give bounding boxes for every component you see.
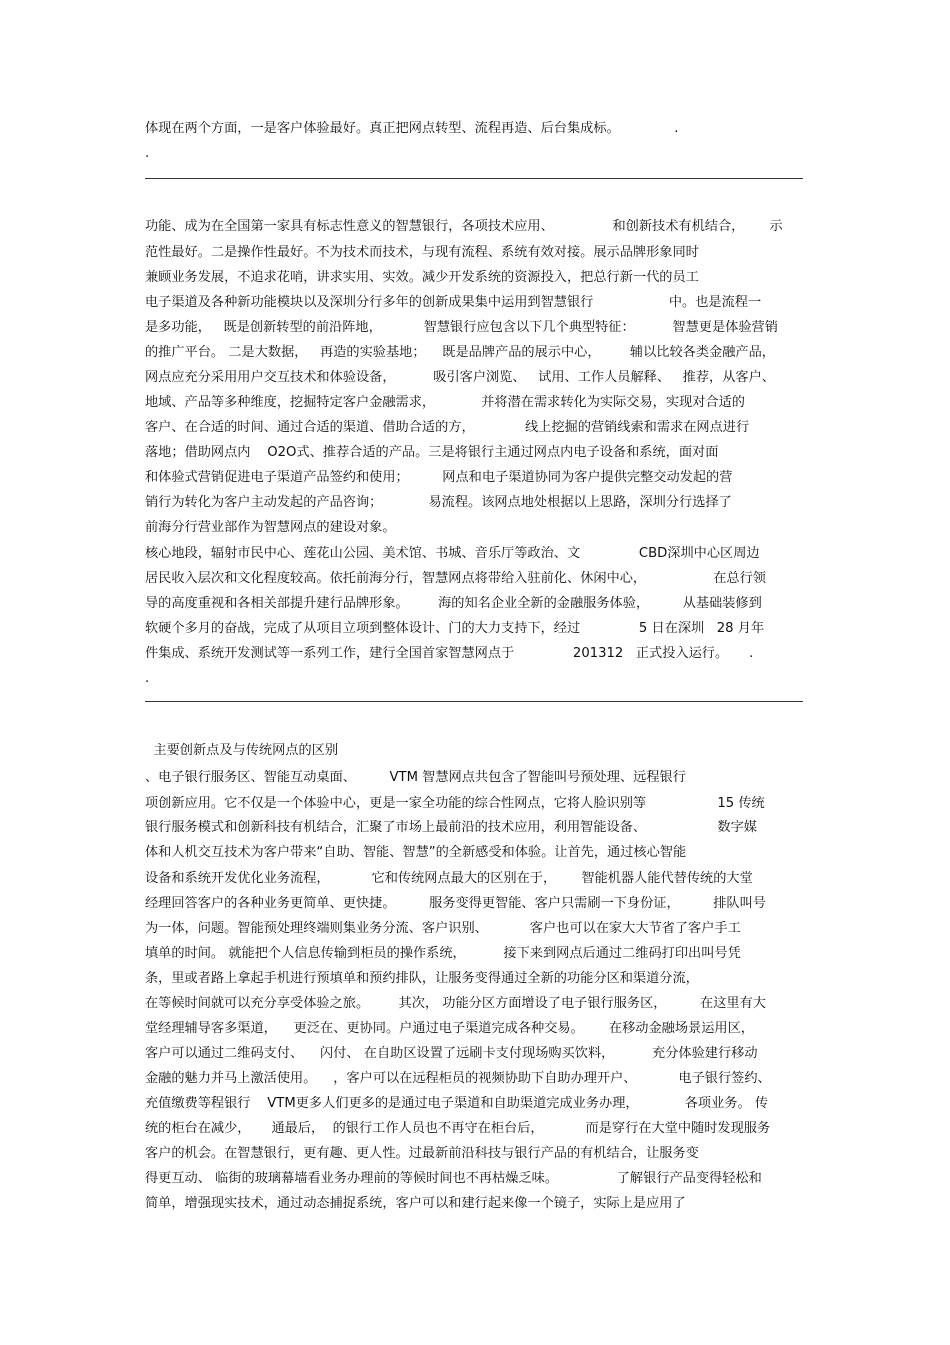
text-line: 是多功能， 既是创新转型的前沿阵地， 智慧银行应包含以下几个典型特征： 智慧更是体验营销 — [145, 320, 778, 335]
section-heading: 主要创新点及与传统网点的区别 — [145, 743, 339, 758]
text-line: . — [145, 146, 150, 161]
text-line: 销行为转化为客户主动发起的产品咨询； 易流程。该网点地处根据以上思路，深圳分行选择了 — [145, 495, 732, 510]
text-line: 条，里或者路上拿起手机进行预填单和预约排队，让服务变得通过全新的功能分区和渠道分流， — [145, 971, 699, 986]
text-line: 充值缴费等程银行 VTM更多人们更多的是通过电子渠道和自助渠道完成业务办理， 各项业务。 传 — [145, 1096, 769, 1111]
text-line: 前海分行营业部作为智慧网点的建设对象。 — [145, 520, 396, 535]
text-line: . — [145, 671, 150, 686]
text-line: 堂经理辅导客多渠道， 更泛在、更协同。户通过电子渠道完成各种交易。 在移动金融场景运用区， — [145, 1021, 754, 1036]
text-line: 导的高度重视和各相关部提升建行品牌形象。 海的知名企业全新的金融服务体验， 从基础装修到 — [145, 596, 762, 611]
text-line: 简单，增强现实技术，通过动态捕捉系统，客户可以和建行起来像一个镜子，实际上是应用了 — [145, 1196, 686, 1211]
text-line: 电子渠道及各种新功能模块以及深圳分行多年的创新成果集中运用到智慧银行 中。也是流程一 — [145, 295, 762, 310]
text-line: 统的柜台在减少， 通最后， 的银行工作人员也不再守在柜台后， 而是穿行在大堂中随时发现服务 — [145, 1121, 771, 1136]
text-line: 在等候时间就可以充分享受体验之旅。 其次， 功能分区方面增设了电子银行服务区， 在这里有大 — [145, 996, 766, 1011]
text-line: 经理回答客户的各种业务更简单、更快捷。 服务变得更智能、客户只需刷一下身份证， 排队叫号 — [145, 896, 766, 911]
text-line: 客户、在合适的时间、通过合适的渠道、借助合适的方， 线上挖掘的营销线索和需求在网点进行 — [145, 420, 750, 435]
text-line: 、电子银行服务区、智能互动桌面、 VTM 智慧网点共包含了智能叫号预处理、远程银行 — [145, 770, 686, 785]
text-line: 为一体，问题。智能预处理终端则集业务分流、客户识别、 客户也可以在家大大节省了客户手工 — [145, 921, 741, 936]
text-line: 落地；借助网点内 O2O式、推荐合适的产品。三是将银行主通过网点内电子设备和系统，面对面 — [145, 445, 719, 460]
text-line: 兼顾业务发展，不追求花哨，讲求实用、实效。减少开发系统的资源投入，把总行新一代的员工 — [145, 270, 699, 285]
text-line: 设备和系统开发优化业务流程， 它和传统网点最大的区别在于， 智能机器人能代替传统的大堂 — [145, 871, 753, 886]
text-line: 银行服务模式和创新科技有机结合，汇聚了市场上最前沿的技术应用，利用智能设备、 数字媒 — [145, 820, 757, 835]
text-line: 体和人机交互技术为客户带来“自助、智能、智慧”的全新感受和体验。让首先，通过核心智能 — [145, 845, 687, 860]
text-line: 件集成、系统开发测试等一系列工作，建行全国首家智慧网点于 201312 正式投入运行。 . — [145, 646, 754, 661]
text-line: 网点应充分采用用户交互技术和体验设备， 吸引客户浏览、 试用、工作人员解释、 推荐，从客户、 — [145, 370, 775, 385]
text-line: 范性最好。二是操作性最好。不为技术而技术，与现有流程、系统有效对接。展示品牌形象同时 — [145, 245, 699, 260]
text-line: 客户的机会。在智慧银行，更有趣、更人性。过最新前沿科技与银行产品的有机结合，让服务变 — [145, 1146, 699, 1161]
text-line: 金融的魅力并马上激活使用。 ，客户可以在远程柜员的视频协助下自助办理开户、 电子银行签约、 — [145, 1071, 771, 1086]
text-line: 客户可以通过二维码支付、 闪付、 在自助区设置了远刷卡支付现场购买饮料， 充分体验建行移动 — [145, 1046, 758, 1061]
text-line: 核心地段，辐射市民中心、莲花山公园、美术馆、书城、音乐厅等政治、文 CBD深圳中心区周边 — [145, 546, 760, 561]
text-line: 居民收入层次和文化程度较高。依托前海分行，智慧网点将带给入驻前化、休闲中心， 在总行领 — [145, 571, 766, 586]
text-line: 项创新应用。它不仅是一个体验中心，更是一家全功能的综合性网点，它将人脸识别等 15 传统 — [145, 796, 765, 811]
text-line: 软硬个多月的奋战，完成了从项目立项到整体设计、门的大力支持下，经过 5 日在深圳 28 月年 — [145, 621, 765, 636]
horizontal-rule — [145, 701, 803, 702]
text-line: 填单的时间。 就能把个人信息传输到柜员的操作系统， 接下来到网点后通过二维码打印出叫号凭 — [145, 946, 741, 961]
text-line: 功能、成为在全国第一家具有标志性意义的智慧银行，各项技术应用、 和创新技术有机结合， 示 — [145, 219, 783, 234]
text-line: 体现在两个方面，一是客户体验最好。真正把网点转型、流程再造、后台集成标。 . — [145, 121, 679, 136]
text-line: 地域、产品等多种维度，挖掘特定客户金融需求， 并将潜在需求转化为实际交易，实现对合适的 — [145, 395, 745, 410]
horizontal-rule — [145, 178, 803, 179]
text-line: 和体验式营销促进电子渠道产品签约和使用； 网点和电子渠道协同为客户提供完整交动发起的营 — [145, 470, 733, 485]
text-line: 得更互动、 临街的玻璃幕墙看业务办理前的等候时间也不再枯燥乏味。 了解银行产品变得轻松和 — [145, 1171, 762, 1186]
text-line: 的推广平台。 二是大数据， 再造的实验基地； 既是品牌产品的展示中心， 辅以比较各类金融产品， — [145, 345, 775, 360]
